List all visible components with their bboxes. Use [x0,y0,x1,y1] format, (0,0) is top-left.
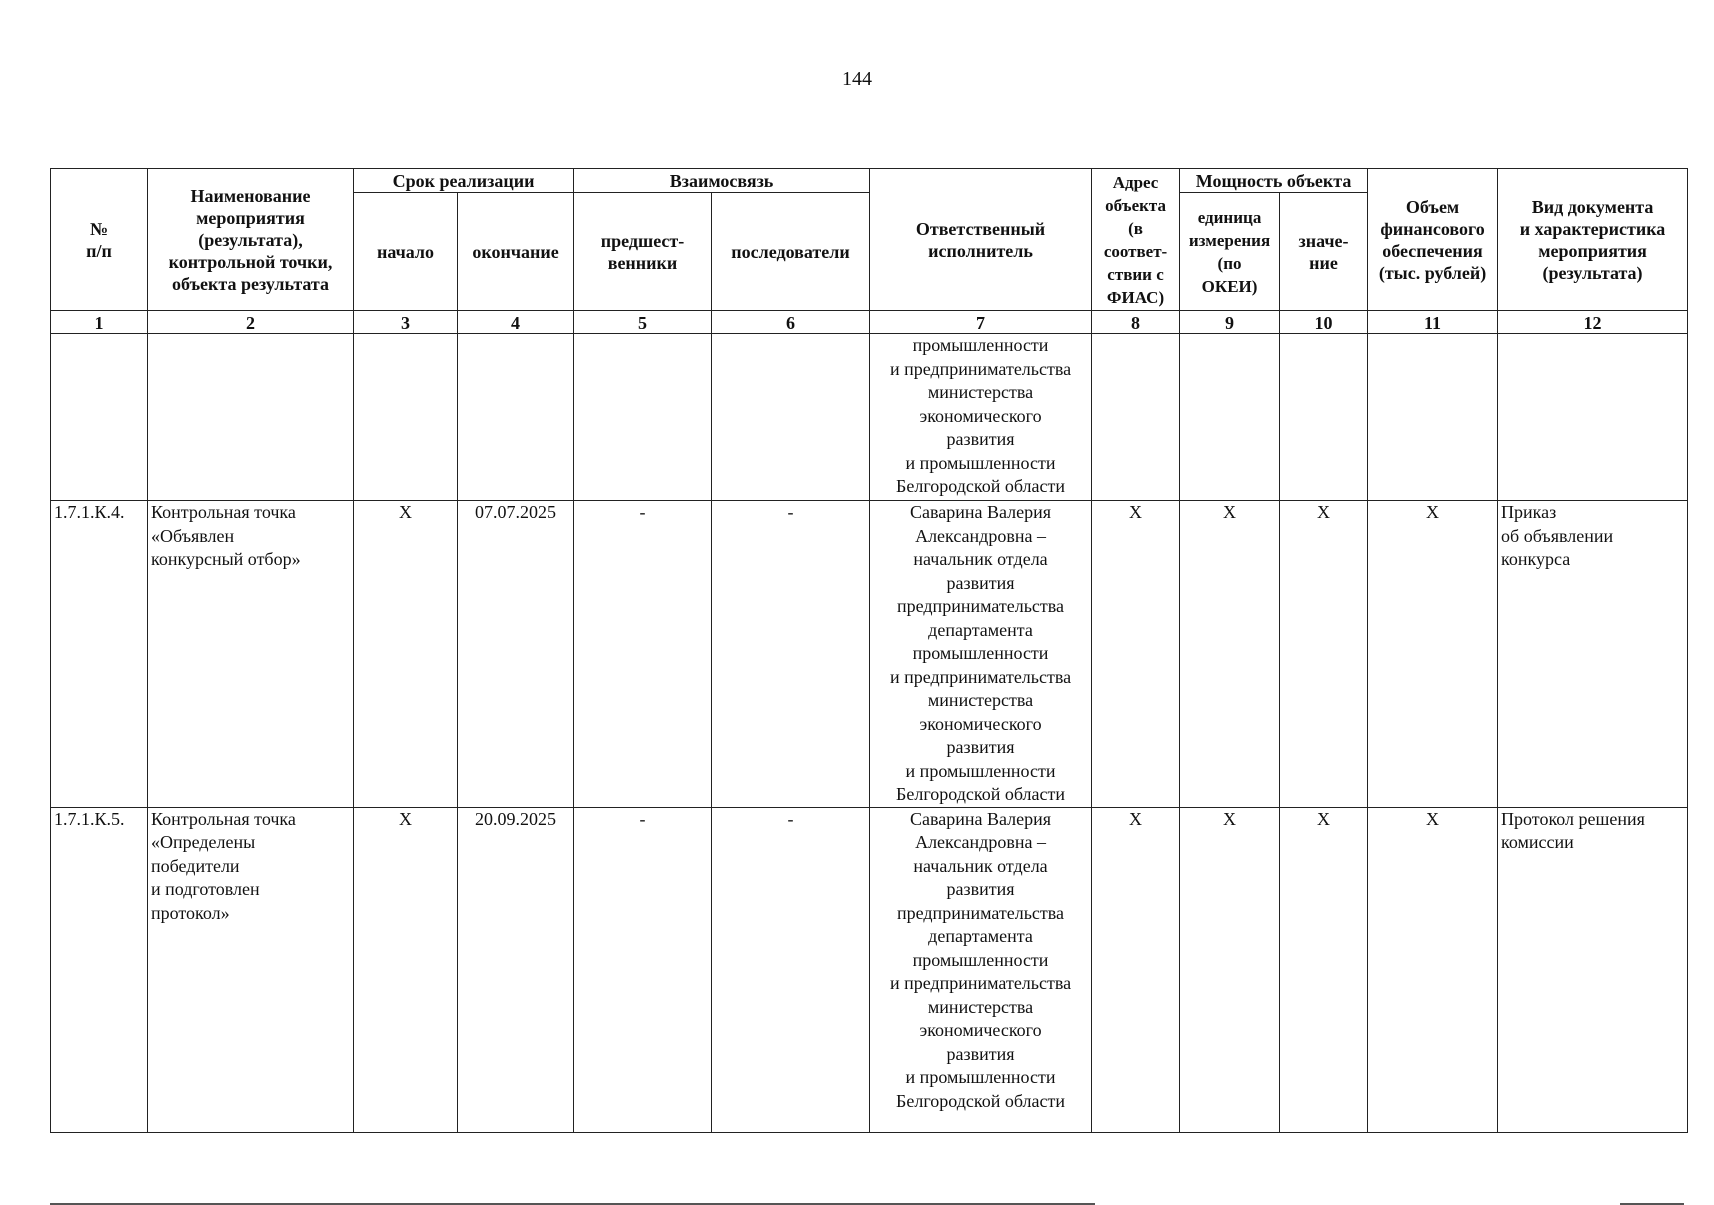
header-doc-type: Вид документа и характеристика мероприятия (результата) [1498,169,1688,311]
page-number: 144 [842,68,872,90]
column-number: 4 [458,311,574,334]
header-term-group: Срок реализации [354,169,574,193]
executor-cell: Саварина Валерия Александровна – начальник отдела развития предпринимательства департамента промышленности и предпринимательства министерства экономического развития и промышленности Белгородской области [870,807,1092,1132]
header-executor: Ответственный исполнитель [870,169,1092,311]
capacity-unit: Х [1180,501,1280,808]
header-term-start: начало [354,193,458,311]
table-row [51,501,1688,808]
column-numbers-row [51,311,1688,334]
header-name: Наименование мероприятия (результата), контрольной точки, объекта результата [148,169,354,311]
term-start: Х [354,807,458,1132]
capacity-value: Х [1280,807,1368,1132]
predecessors: - [574,501,712,808]
header-link-group: Взаимосвязь [574,169,870,193]
row-number: 1.7.1.К.5. [51,807,148,1132]
header-capacity-unit: единица измерения (по ОКЕИ) [1180,193,1280,311]
finance-volume: Х [1368,501,1498,808]
successors: - [712,807,870,1132]
measure-name: Контрольная точка «Определены победители и подготовлен протокол» [148,807,354,1132]
object-address: Х [1092,501,1180,808]
column-number: 10 [1280,311,1368,334]
header-num: № п/п [51,169,148,311]
header-address: Адрес объекта (в соответ- ствии с ФИАС) [1092,169,1180,311]
column-number: 5 [574,311,712,334]
table-row-continuation [51,334,1688,501]
column-number: 7 [870,311,1092,334]
executor-cell: промышленности и предпринимательства министерства экономического развития и промышленности Белгородской области [870,334,1092,501]
row-number: 1.7.1.К.4. [51,501,148,808]
header-link-pred: предшест- венники [574,193,712,311]
document-type: Протокол решения комиссии [1498,807,1688,1132]
object-address: Х [1092,807,1180,1132]
capacity-unit: Х [1180,807,1280,1132]
document-type: Приказ об объявлении конкурса [1498,501,1688,808]
capacity-value: Х [1280,501,1368,808]
table-row [51,807,1688,1132]
column-number: 1 [51,311,148,334]
measures-table [50,168,1688,1133]
column-number: 8 [1092,311,1180,334]
column-number: 9 [1180,311,1280,334]
finance-volume: Х [1368,807,1498,1132]
measure-name: Контрольная точка «Объявлен конкурсный отбор» [148,501,354,808]
header-link-succ: последователи [712,193,870,311]
header-term-end: окончание [458,193,574,311]
predecessors: - [574,807,712,1132]
executor-cell: Саварина Валерия Александровна – начальник отдела развития предпринимательства департамента промышленности и предпринимательства министерства экономического развития и промышленности Белгородской области [870,501,1092,808]
column-number: 11 [1368,311,1498,334]
term-end: 20.09.2025 [458,807,574,1132]
header-capacity-group: Мощность объекта [1180,169,1368,193]
column-number: 2 [148,311,354,334]
term-start: Х [354,501,458,808]
header-finance: Объем финансового обеспечения (тыс. рублей) [1368,169,1498,311]
column-number: 12 [1498,311,1688,334]
column-number: 6 [712,311,870,334]
header-capacity-value: значе- ние [1280,193,1368,311]
column-number: 3 [354,311,458,334]
successors: - [712,501,870,808]
term-end: 07.07.2025 [458,501,574,808]
